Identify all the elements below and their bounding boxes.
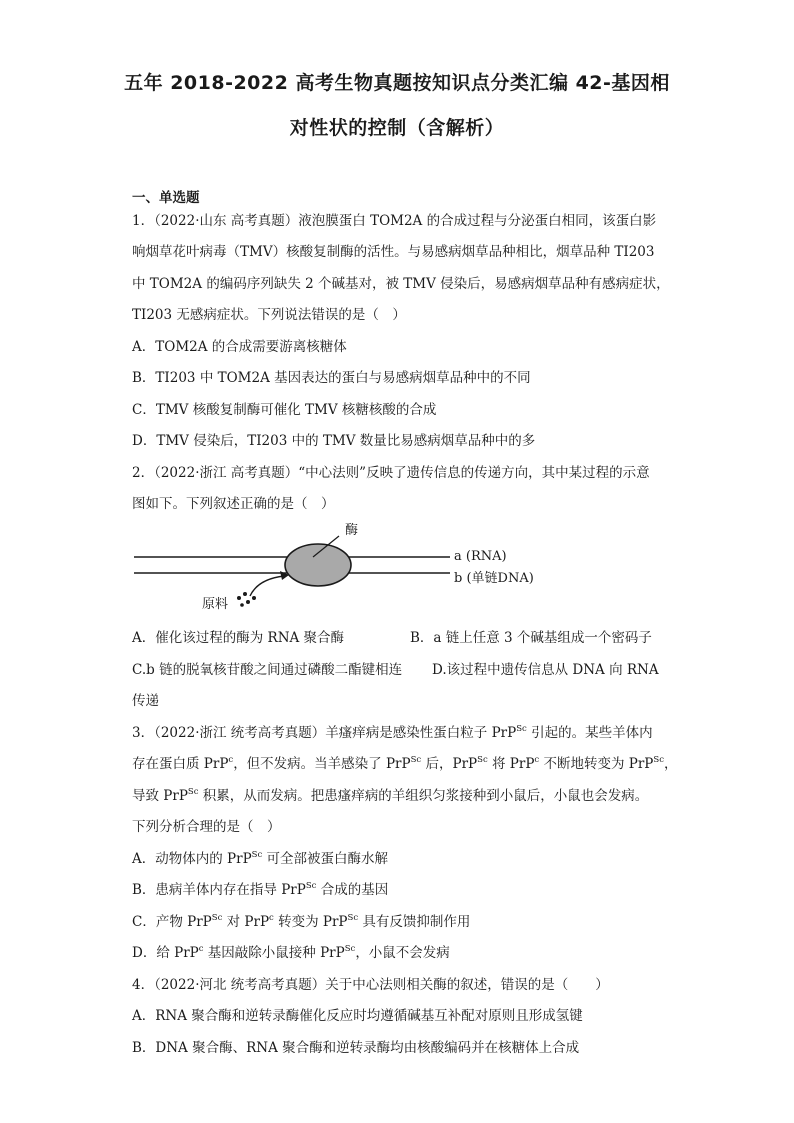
superscript: Sc: [305, 881, 317, 891]
material-dot: [252, 596, 256, 600]
superscript: Sc: [187, 787, 199, 797]
text-run: 基因敲除小鼠接种 PrP: [203, 945, 345, 961]
superscript: c: [269, 913, 274, 923]
q1-stem-line-3: 中 TOM2A 的编码序列缺失 2 个碱基对，被 TMV 侵染后，易感病烟草品种有感病症状，: [132, 276, 670, 292]
superscript: Sc: [410, 755, 422, 765]
q4-option-b: B．DNA 聚合酶、RNA 聚合酶和逆转录酶均由核酸编码并在核糖体上合成: [132, 1040, 580, 1056]
material-dot: [237, 596, 241, 600]
text-run: 具有反馈抑制作用: [358, 914, 471, 930]
q3-stem-line-4: 下列分析合理的是（ ）: [132, 819, 281, 835]
strand-b-label: b (单链DNA): [454, 571, 534, 586]
q1-stem-line-1: 1．（2022·山东 高考真题）液泡膜蛋白 TOM2A 的合成过程与分泌蛋白相同，该蛋白影: [132, 213, 657, 229]
text-run: 合成的基因: [316, 882, 389, 898]
superscript: Sc: [347, 913, 359, 923]
q2-option-c: C.b 链的脱氧核苷酸之间通过磷酸二酯键相连: [132, 662, 403, 678]
text-run: 不断地转变为 PrP: [539, 756, 654, 772]
q1-option-d: D．TMV 侵染后，TI203 中的 TMV 数量比易感病烟草品种中的多: [132, 433, 536, 449]
q3-option-c: [132, 914, 470, 930]
text-run: ，小鼠不会发病: [355, 945, 450, 961]
q1-stem-line-4: TI203 无感病症状。下列说法错误的是（ ）: [132, 307, 406, 323]
text-run: 后，PrP: [421, 756, 478, 772]
superscript: Sc: [251, 850, 263, 860]
superscript: c: [534, 755, 540, 765]
q2-stem-line-1: 2．（2022·浙江 高考真题）“中心法则”反映了遗传信息的传递方向，其中某过程的示意: [132, 465, 650, 481]
q1-stem-line-2: 响烟草花叶病毒（TMV）核酸复制酶的活性。与易感病烟草品种相比，烟草品种 TI203: [132, 244, 655, 260]
q1-option-c: C．TMV 核酸复制酶可催化 TMV 核糖核酸的合成: [132, 402, 437, 418]
superscript: Sc: [516, 724, 527, 734]
q2-stem-line-2: 图如下。下列叙述正确的是（ ）: [132, 496, 335, 512]
q2-option-b: B．a 链上任意 3 个碱基组成一个密码子: [410, 630, 652, 646]
material-dot: [246, 600, 250, 604]
document-title-line-2: 对性状的控制（含解析）: [289, 117, 505, 139]
section-heading: 一、单选题: [132, 190, 200, 206]
text-run: D．给 PrP: [132, 945, 199, 961]
transcription-diagram: [130, 522, 550, 622]
superscript: Sc: [477, 755, 488, 765]
text-run: 存在蛋白质 PrP: [132, 756, 229, 772]
q3-option-b: [132, 882, 388, 898]
q3-stem-line-2: [132, 756, 677, 772]
text-run: ，: [663, 756, 678, 772]
q2-option-d-continued: 传递: [132, 693, 159, 709]
q3-option-d: [132, 945, 450, 961]
enzyme-label: 酶: [345, 523, 359, 538]
text-run: ，但不发病。当羊感染了 PrP: [233, 756, 411, 772]
raw-material-label: 原料: [202, 597, 229, 612]
text-run: 对 PrP: [222, 914, 270, 930]
text-run: 积累，从而发病。把患瘙痒病的羊组织匀浆接种到小鼠后，小鼠也会发病。: [198, 788, 649, 804]
q2-option-d: D.该过程中遗传信息从 DNA 向 RNA: [432, 662, 659, 678]
superscript: Sc: [344, 944, 356, 954]
material-arrow: [250, 576, 284, 596]
text-run: A．动物体内的 PrP: [132, 851, 252, 867]
superscript: c: [228, 755, 234, 765]
superscript: Sc: [653, 755, 664, 765]
q1-option-b: B．TI203 中 TOM2A 基因表达的蛋白与易感病烟草品种中的不同: [132, 370, 531, 386]
strand-a-label: a (RNA): [454, 549, 507, 564]
document-title-line-1: 五年 2018-2022 高考生物真题按知识点分类汇编 42-基因相: [124, 72, 670, 94]
q3-stem-line-3: [132, 788, 648, 804]
q4-option-a: A．RNA 聚合酶和逆转录酶催化反应时均遵循碱基互补配对原则且形成氢键: [132, 1008, 583, 1024]
q3-stem-line-1: [132, 725, 653, 741]
superscript: c: [198, 944, 204, 954]
q4-stem-line-1: 4．（2022·河北 统考高考真题）关于中心法则相关酶的叙述，错误的是（ ）: [132, 977, 609, 993]
text-run: 可全部被蛋白酶水解: [262, 851, 389, 867]
q1-option-a: A．TOM2A 的合成需要游离核糖体: [132, 339, 347, 355]
q3-option-a: [132, 851, 388, 867]
q2-option-a: A．催化该过程的酶为 RNA 聚合酶: [132, 630, 345, 646]
material-dot: [240, 603, 244, 607]
text-run: C．产物 PrP: [132, 914, 212, 930]
text-run: 转变为 PrP: [273, 914, 348, 930]
text-run: B．患病羊体内存在指导 PrP: [132, 882, 306, 898]
text-run: 将 PrP: [487, 756, 535, 772]
enzyme-ellipse: [285, 544, 351, 586]
material-dot: [243, 592, 247, 596]
superscript: Sc: [211, 913, 223, 923]
text-run: 导致 PrP: [132, 788, 188, 804]
text-run: 引起的。某些羊体内: [526, 725, 653, 741]
text-run: 3．（2022·浙江 统考高考真题）羊瘙痒病是感染性蛋白粒子 PrP: [132, 725, 517, 741]
